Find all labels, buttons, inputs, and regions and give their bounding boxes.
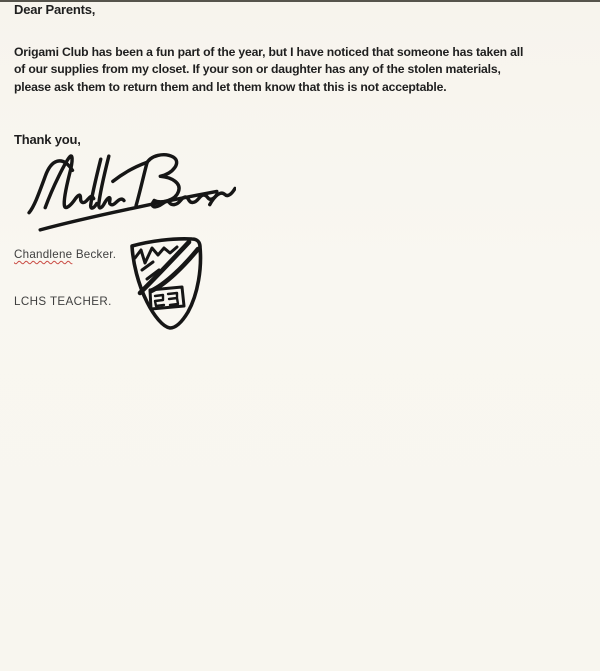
salutation: Dear Parents, bbox=[14, 2, 96, 17]
school-crest bbox=[128, 236, 213, 332]
teacher-title: LCHS TEACHER. bbox=[14, 295, 112, 308]
crest-drawing bbox=[128, 236, 213, 332]
crest-monogram-digit-2 bbox=[155, 295, 164, 306]
handwritten-signature bbox=[22, 144, 236, 241]
letter-body bbox=[14, 44, 586, 96]
typed-last-name: Becker. bbox=[72, 248, 117, 261]
body-line-3: please ask them to return them and let them know that this is not acceptable. bbox=[14, 79, 447, 94]
signature-strokes bbox=[22, 144, 236, 241]
crest-monogram-digit-3 bbox=[168, 293, 178, 305]
typed-first-name: Chandlene bbox=[14, 248, 73, 261]
body-line-1: Origami Club has been a fun part of the year, but I have noticed that someone has taken all bbox=[14, 45, 524, 59]
closing: Thank you, bbox=[14, 132, 81, 147]
body-line-2: of our supplies from my closet. If your son or daughter has any of the stolen materials, bbox=[14, 62, 501, 77]
typed-name bbox=[14, 248, 116, 261]
